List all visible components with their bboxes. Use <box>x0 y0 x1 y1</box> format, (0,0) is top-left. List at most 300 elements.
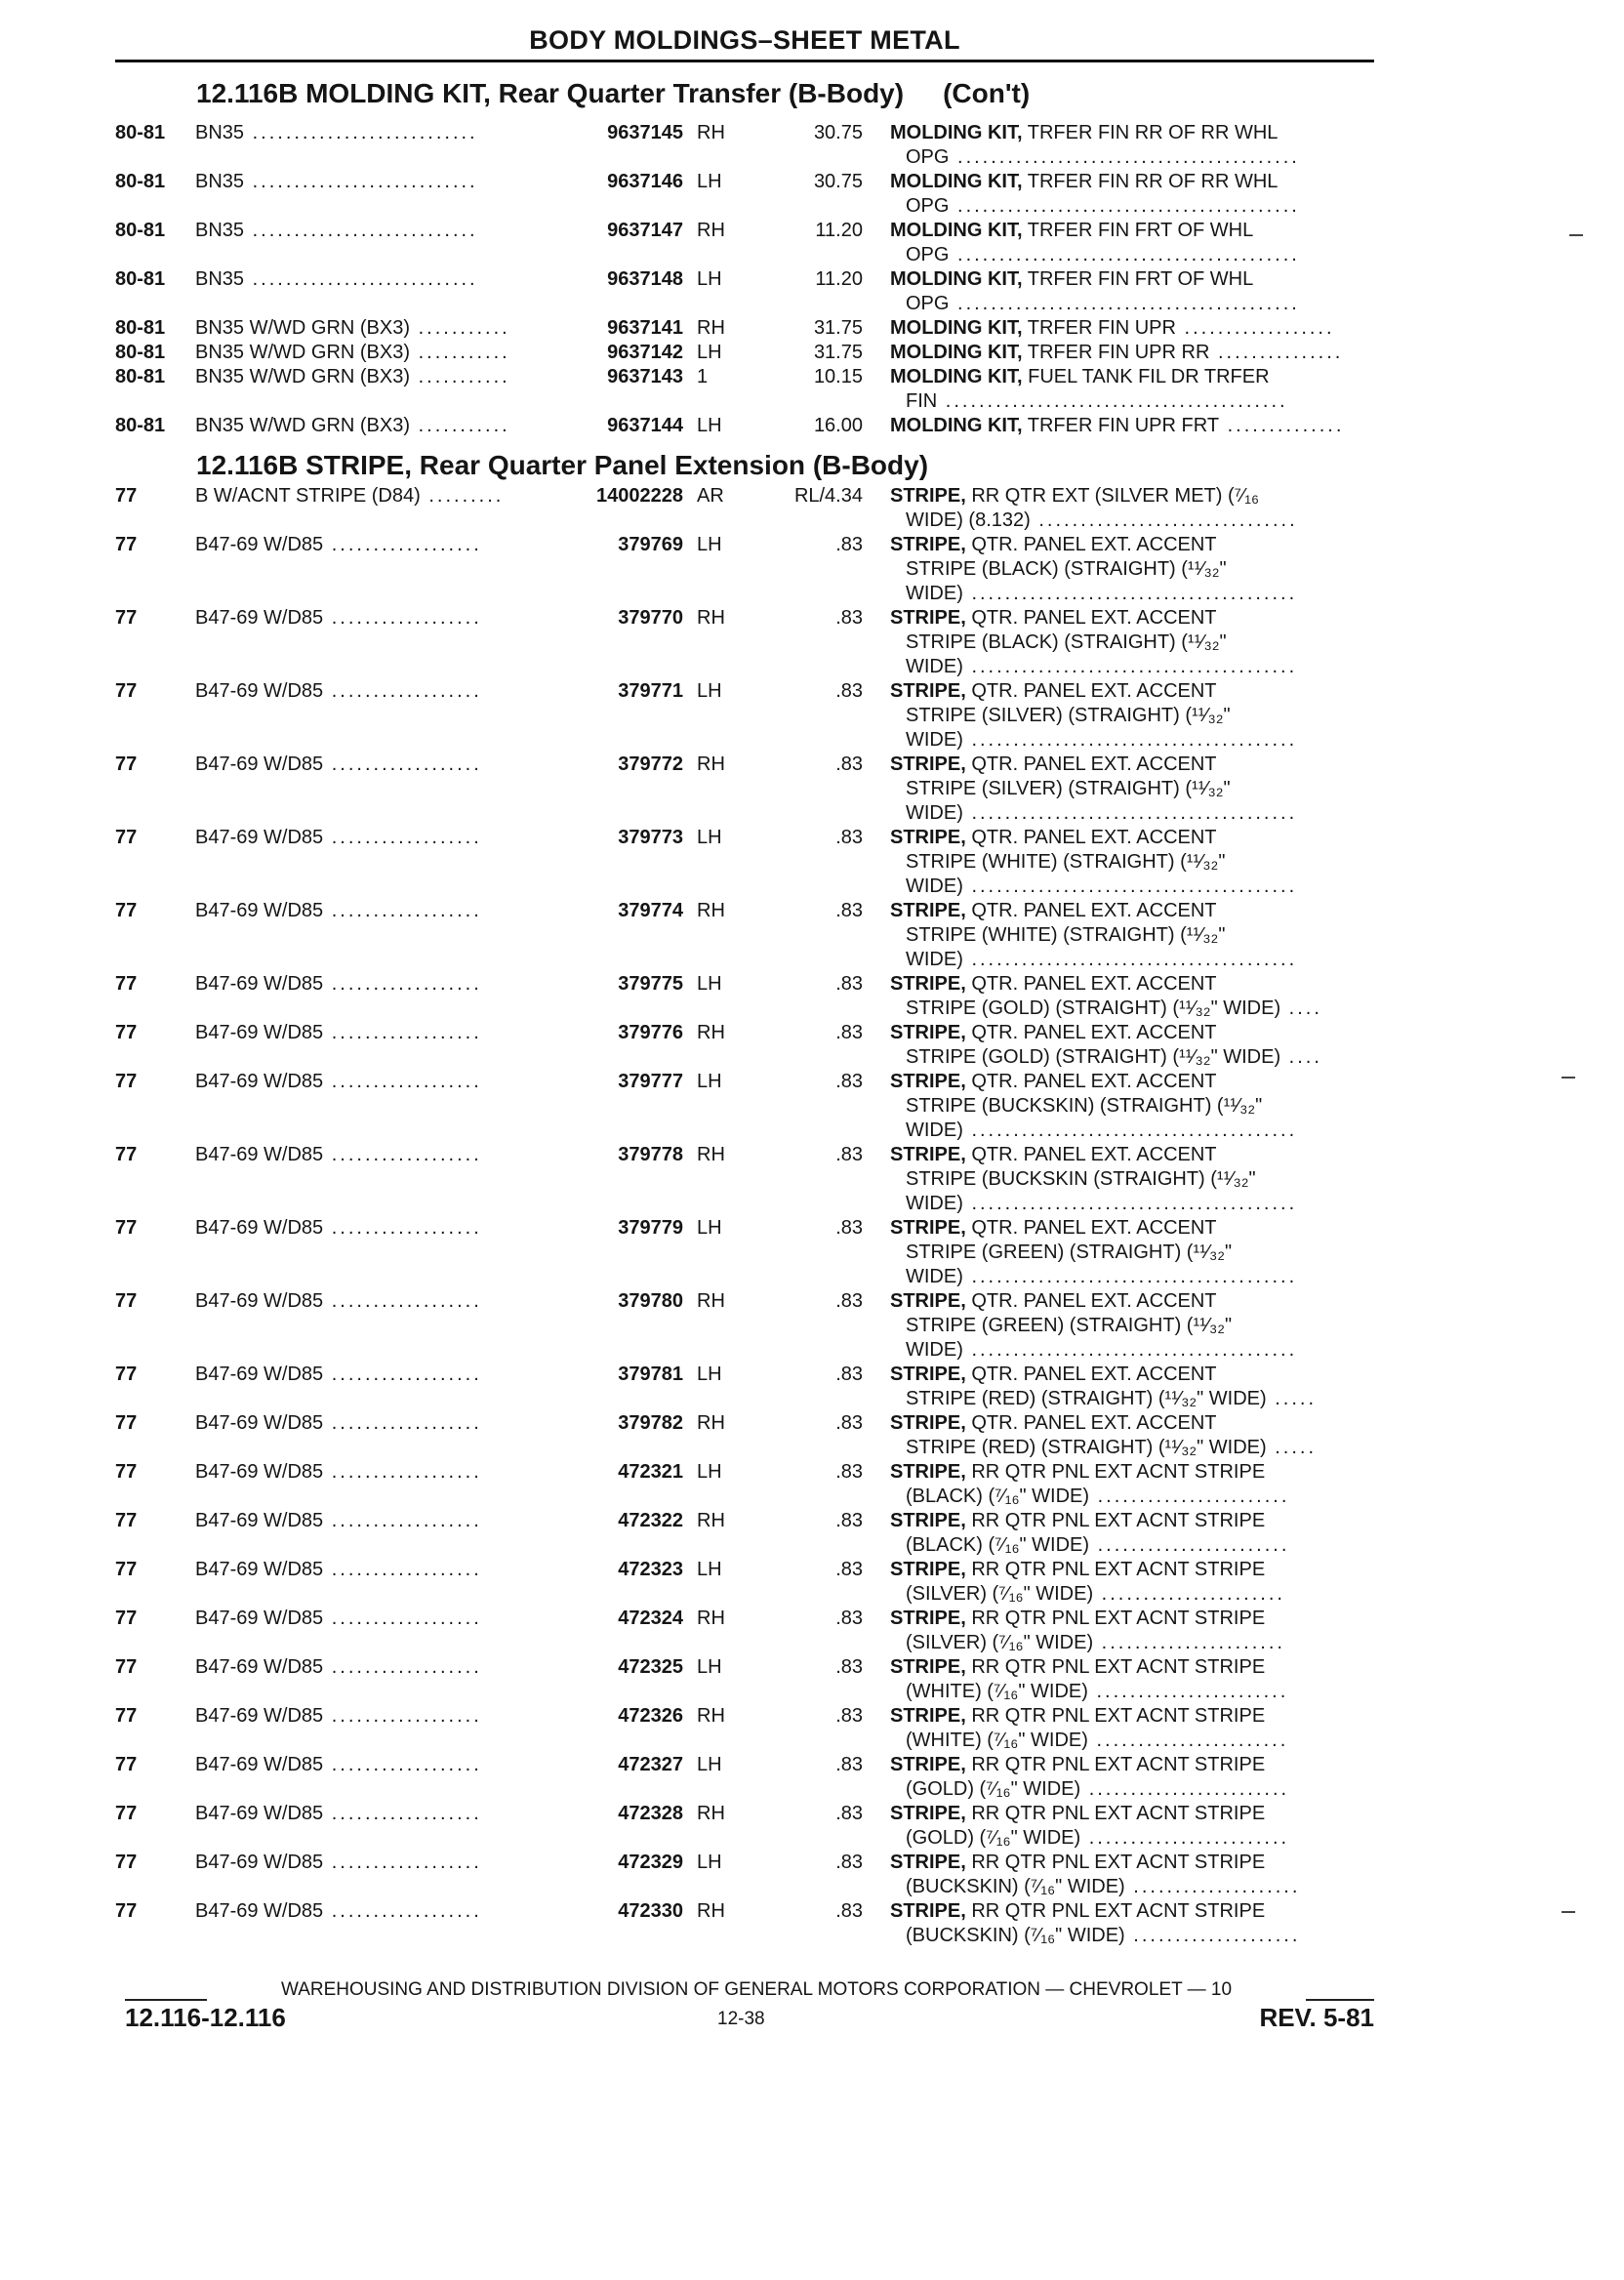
model-cell <box>195 170 547 194</box>
leader-dots: ........................ <box>1080 1778 1290 1800</box>
description-text: WIDE) <box>906 1266 963 1287</box>
price-cell: .83 <box>835 607 863 629</box>
description-keyword: STRIPE, <box>890 1071 966 1092</box>
header-rule <box>115 60 1374 62</box>
model-text: B47-69 W/D85 <box>195 1510 324 1531</box>
side-cell: RH <box>697 122 725 143</box>
leader-dots: .................. <box>323 1705 482 1727</box>
description-text: STRIPE (GREEN) (STRAIGHT) (¹¹⁄₃₂" <box>906 1315 1233 1336</box>
description-keyword: STRIPE, <box>890 1656 966 1678</box>
side-cell: LH <box>697 1656 722 1678</box>
page-header: BODY MOLDINGS–SHEET METAL <box>529 25 960 55</box>
model-text: BN35 W/WD GRN (BX3) <box>195 415 411 436</box>
description-keyword: MOLDING KIT, <box>890 317 1023 339</box>
part-number-cell: 472322 <box>618 1510 683 1531</box>
leader-dots: ......................................... <box>937 390 1288 412</box>
description-text: FUEL TANK FIL DR TRFER <box>1022 366 1270 387</box>
model-cell <box>195 1363 547 1387</box>
year-cell: 77 <box>115 1071 138 1092</box>
description-keyword: STRIPE, <box>890 1754 966 1775</box>
price-cell: 10.15 <box>813 366 863 387</box>
description-line <box>890 1167 1376 1192</box>
description-keyword: MOLDING KIT, <box>890 220 1023 241</box>
price-cell: .83 <box>835 827 863 848</box>
year-cell: 77 <box>115 753 138 775</box>
model-cell <box>195 899 547 923</box>
year-cell: 77 <box>115 1022 138 1043</box>
description-keyword: STRIPE, <box>890 753 966 775</box>
leader-dots: .................. <box>323 1071 482 1092</box>
margin-mark <box>1562 1911 1575 1913</box>
description-line <box>890 1729 1376 1753</box>
description-line <box>890 121 1376 145</box>
description-line <box>890 267 1376 292</box>
side-cell: AR <box>697 485 724 507</box>
model-text: B47-69 W/D85 <box>195 607 324 629</box>
part-number-cell: 379769 <box>618 534 683 555</box>
price-cell: 16.00 <box>813 415 863 436</box>
description-line <box>890 1753 1376 1777</box>
description-cell <box>890 606 1376 679</box>
price-cell: .83 <box>835 1144 863 1165</box>
model-text: B47-69 W/D85 <box>195 1803 324 1824</box>
description-line <box>890 533 1376 557</box>
description-text: QTR. PANEL EXT. ACCENT <box>965 607 1217 629</box>
part-number-cell: 472325 <box>618 1656 683 1678</box>
description-line <box>890 899 1376 923</box>
leader-dots: .................. <box>323 1510 482 1531</box>
description-line <box>890 948 1376 972</box>
price-cell: .83 <box>835 1803 863 1824</box>
leader-dots: ....................................... <box>962 656 1298 677</box>
description-line <box>890 1851 1376 1875</box>
price-cell: 30.75 <box>813 171 863 192</box>
leader-dots: ....................................... <box>962 802 1298 824</box>
side-cell: LH <box>697 1559 722 1580</box>
description-text: RR QTR PNL EXT ACNT STRIPE <box>965 1754 1266 1775</box>
part-number-cell: 9637142 <box>607 342 683 363</box>
description-cell <box>890 1704 1376 1753</box>
part-number-cell: 9637144 <box>607 415 683 436</box>
leader-dots: .................. <box>323 607 482 629</box>
description-line <box>890 484 1376 509</box>
description-keyword: STRIPE, <box>890 827 966 848</box>
description-cell <box>890 1363 1376 1411</box>
side-cell: LH <box>697 171 722 192</box>
leader-dots: .... <box>1280 998 1322 1019</box>
part-number-cell: 14002228 <box>596 485 683 507</box>
leader-dots: ..... <box>1266 1388 1317 1409</box>
part-number-cell: 379781 <box>618 1364 683 1385</box>
leader-dots: .................. <box>323 680 482 702</box>
model-cell <box>195 533 547 557</box>
description-text: QTR. PANEL EXT. ACCENT <box>965 900 1217 921</box>
description-text: OPG <box>906 195 950 217</box>
description-text: QTR. PANEL EXT. ACCENT <box>965 534 1217 555</box>
price-cell: .83 <box>835 753 863 775</box>
model-text: B47-69 W/D85 <box>195 827 324 848</box>
model-text: B47-69 W/D85 <box>195 1461 324 1483</box>
description-line <box>890 704 1376 728</box>
description-line <box>890 170 1376 194</box>
description-text: STRIPE (BUCKSKIN) (STRAIGHT) (¹¹⁄₃₂" <box>906 1095 1263 1117</box>
side-cell: RH <box>697 900 725 921</box>
part-number-cell: 379779 <box>618 1217 683 1239</box>
description-line <box>890 1558 1376 1582</box>
model-cell <box>195 1851 547 1875</box>
model-text: BN35 <box>195 268 245 290</box>
leader-dots: .................. <box>323 1656 482 1678</box>
description-cell <box>890 753 1376 826</box>
description-text: QTR. PANEL EXT. ACCENT <box>965 973 1217 995</box>
description-text: TRFER FIN FRT OF WHL <box>1022 220 1254 241</box>
price-cell: 31.75 <box>813 317 863 339</box>
leader-dots: .................. <box>323 1900 482 1922</box>
description-line <box>890 194 1376 219</box>
leader-dots: ......... <box>420 485 505 507</box>
year-cell: 77 <box>115 827 138 848</box>
description-line <box>890 1094 1376 1119</box>
model-cell <box>195 826 547 850</box>
leader-dots: ..... <box>1266 1437 1317 1458</box>
description-keyword: STRIPE, <box>890 680 966 702</box>
part-number-cell: 472329 <box>618 1852 683 1873</box>
description-text: TRFER FIN UPR FRT <box>1022 415 1220 436</box>
year-cell: 77 <box>115 534 138 555</box>
price-cell: .83 <box>835 1022 863 1043</box>
description-keyword: STRIPE, <box>890 485 966 507</box>
footer-division: WAREHOUSING AND DISTRIBUTION DIVISION OF GENERAL MOTORS CORPORATION — CHEVROLET — 10 <box>280 1979 1233 2000</box>
description-keyword: STRIPE, <box>890 973 966 995</box>
leader-dots: .................. <box>323 753 482 775</box>
description-keyword: STRIPE, <box>890 1022 966 1043</box>
description-line <box>890 1680 1376 1704</box>
year-cell: 80-81 <box>115 317 166 339</box>
description-keyword: STRIPE, <box>890 1217 966 1239</box>
description-text: STRIPE (WHITE) (STRAIGHT) (¹¹⁄₃₂" <box>906 851 1226 873</box>
description-text: (BLACK) (⁷⁄₁₆" WIDE) <box>906 1486 1090 1507</box>
description-cell <box>890 1289 1376 1363</box>
description-line <box>890 1216 1376 1241</box>
leader-dots: ....................................... <box>962 1193 1298 1214</box>
year-cell: 77 <box>115 680 138 702</box>
description-text: WIDE) <box>906 1193 963 1214</box>
model-text: B47-69 W/D85 <box>195 753 324 775</box>
price-cell: .83 <box>835 1608 863 1629</box>
description-cell <box>890 826 1376 899</box>
year-cell: 77 <box>115 1144 138 1165</box>
year-cell: 80-81 <box>115 220 166 241</box>
model-text: B47-69 W/D85 <box>195 1071 324 1092</box>
description-keyword: STRIPE, <box>890 1705 966 1727</box>
description-line <box>890 1265 1376 1289</box>
description-text: WIDE) <box>906 802 963 824</box>
description-text: STRIPE (BLACK) (STRAIGHT) (¹¹⁄₃₂" <box>906 631 1227 653</box>
price-cell: .83 <box>835 1510 863 1531</box>
description-cell <box>890 899 1376 972</box>
leader-dots: .................. <box>1175 317 1335 339</box>
model-text: B47-69 W/D85 <box>195 534 324 555</box>
description-keyword: STRIPE, <box>890 1900 966 1922</box>
model-cell <box>195 121 547 145</box>
part-number-cell: 379776 <box>618 1022 683 1043</box>
side-cell: LH <box>697 342 722 363</box>
description-line <box>890 316 1376 341</box>
description-cell <box>890 1509 1376 1558</box>
description-text: RR QTR PNL EXT ACNT STRIPE <box>965 1559 1266 1580</box>
description-cell <box>890 170 1376 219</box>
margin-mark <box>1562 1077 1575 1079</box>
description-text: FIN <box>906 390 938 412</box>
description-text: QTR. PANEL EXT. ACCENT <box>965 827 1217 848</box>
model-cell <box>195 1070 547 1094</box>
leader-dots: ....................................... <box>962 875 1298 897</box>
model-cell <box>195 753 547 777</box>
description-cell <box>890 1070 1376 1143</box>
side-cell: RH <box>697 1022 725 1043</box>
description-line <box>890 1777 1376 1802</box>
model-text: BN35 W/WD GRN (BX3) <box>195 342 411 363</box>
price-cell: .83 <box>835 1852 863 1873</box>
part-number-cell: 9637141 <box>607 317 683 339</box>
description-line <box>890 509 1376 533</box>
model-cell <box>195 1509 547 1533</box>
model-cell <box>195 267 547 292</box>
year-cell: 80-81 <box>115 415 166 436</box>
description-keyword: MOLDING KIT, <box>890 415 1023 436</box>
model-cell <box>195 1558 547 1582</box>
description-cell <box>890 1143 1376 1216</box>
section-title-text: 12.116B STRIPE, Rear Quarter Panel Extension (B-Body) <box>196 450 929 480</box>
description-text: QTR. PANEL EXT. ACCENT <box>965 1217 1217 1239</box>
leader-dots: .................. <box>323 973 482 995</box>
part-number-cell: 472324 <box>618 1608 683 1629</box>
description-keyword: STRIPE, <box>890 1608 966 1629</box>
leader-dots: ........... <box>410 342 510 363</box>
side-cell: 1 <box>697 366 709 387</box>
price-cell: .83 <box>835 1705 863 1727</box>
description-line <box>890 292 1376 316</box>
description-line <box>890 1631 1376 1655</box>
model-text: B47-69 W/D85 <box>195 1217 324 1239</box>
price-cell: .83 <box>835 1071 863 1092</box>
leader-dots: .............. <box>1219 415 1345 436</box>
leader-dots: .................. <box>323 1217 482 1239</box>
description-line <box>890 655 1376 679</box>
part-number-cell: 472323 <box>618 1559 683 1580</box>
description-text: RR QTR PNL EXT ACNT STRIPE <box>965 1900 1266 1922</box>
leader-dots: ............................... <box>1030 509 1298 531</box>
price-cell: .83 <box>835 1412 863 1434</box>
model-cell <box>195 1899 547 1924</box>
description-cell <box>890 219 1376 267</box>
description-text: QTR. PANEL EXT. ACCENT <box>965 1144 1217 1165</box>
description-text: STRIPE (GOLD) (STRAIGHT) (¹¹⁄₃₂" WIDE) <box>906 1046 1281 1068</box>
description-keyword: STRIPE, <box>890 1461 966 1483</box>
year-cell: 77 <box>115 1900 138 1922</box>
description-line <box>890 557 1376 582</box>
year-cell: 77 <box>115 900 138 921</box>
price-cell: .83 <box>835 1217 863 1239</box>
side-cell: LH <box>697 1754 722 1775</box>
margin-mark <box>1569 234 1583 236</box>
model-cell <box>195 1802 547 1826</box>
year-cell: 77 <box>115 1852 138 1873</box>
price-cell: 11.20 <box>815 220 863 241</box>
description-text: TRFER FIN UPR <box>1022 317 1176 339</box>
footer-section-range: 12.116-12.116 <box>125 2003 286 2032</box>
description-line <box>890 1021 1376 1045</box>
part-number-cell: 379773 <box>618 827 683 848</box>
description-cell <box>890 1411 1376 1460</box>
description-text: RR QTR PNL EXT ACNT STRIPE <box>965 1803 1266 1824</box>
description-text: STRIPE (WHITE) (STRAIGHT) (¹¹⁄₃₂" <box>906 924 1226 946</box>
description-line <box>890 923 1376 948</box>
side-cell: LH <box>697 415 722 436</box>
leader-dots: .................... <box>1124 1876 1301 1897</box>
description-cell <box>890 972 1376 1021</box>
side-cell: RH <box>697 317 725 339</box>
section-title-molding-kit <box>196 78 1030 109</box>
description-line <box>890 1363 1376 1387</box>
description-text: QTR. PANEL EXT. ACCENT <box>965 1022 1217 1043</box>
side-cell: LH <box>697 1364 722 1385</box>
description-line <box>890 1655 1376 1680</box>
price-cell: .83 <box>835 1754 863 1775</box>
description-text: OPG <box>906 293 950 314</box>
model-cell <box>195 365 547 389</box>
year-cell: 80-81 <box>115 366 166 387</box>
description-text: RR QTR PNL EXT ACNT STRIPE <box>965 1510 1266 1531</box>
price-cell: .83 <box>835 1290 863 1312</box>
description-line <box>890 1411 1376 1436</box>
description-line <box>890 1704 1376 1729</box>
leader-dots: ........... <box>410 415 510 436</box>
leader-dots: .................. <box>323 900 482 921</box>
side-cell: LH <box>697 827 722 848</box>
description-keyword: STRIPE, <box>890 607 966 629</box>
model-cell <box>195 679 547 704</box>
part-number-cell: 379774 <box>618 900 683 921</box>
description-line <box>890 1826 1376 1851</box>
description-line <box>890 1460 1376 1485</box>
leader-dots: .................. <box>323 1559 482 1580</box>
side-cell: LH <box>697 1852 722 1873</box>
leader-dots: .................. <box>323 1852 482 1873</box>
leader-dots: .... <box>1280 1046 1322 1068</box>
part-number-cell: 472330 <box>618 1900 683 1922</box>
description-line <box>890 414 1376 438</box>
leader-dots: ....................... <box>1089 1486 1290 1507</box>
side-cell: LH <box>697 534 722 555</box>
year-cell: 77 <box>115 607 138 629</box>
model-cell <box>195 1411 547 1436</box>
side-cell: LH <box>697 268 722 290</box>
side-cell: RH <box>697 1144 725 1165</box>
leader-dots: ...................... <box>1093 1632 1285 1653</box>
leader-dots: .................. <box>323 1364 482 1385</box>
leader-dots: .................. <box>323 1412 482 1434</box>
price-cell: .83 <box>835 1461 863 1483</box>
part-number-cell: 379772 <box>618 753 683 775</box>
description-keyword: STRIPE, <box>890 1364 966 1385</box>
description-line <box>890 145 1376 170</box>
year-cell: 77 <box>115 1705 138 1727</box>
part-number-cell: 472326 <box>618 1705 683 1727</box>
model-text: B W/ACNT STRIPE (D84) <box>195 485 421 507</box>
description-line <box>890 1338 1376 1363</box>
description-line <box>890 1192 1376 1216</box>
model-text: B47-69 W/D85 <box>195 1754 324 1775</box>
model-cell <box>195 1216 547 1241</box>
year-cell: 80-81 <box>115 342 166 363</box>
description-text: RR QTR PNL EXT ACNT STRIPE <box>965 1461 1266 1483</box>
description-line <box>890 1241 1376 1265</box>
price-cell: .83 <box>835 1900 863 1922</box>
description-line <box>890 365 1376 389</box>
description-text: WIDE) <box>906 656 963 677</box>
price-cell: 31.75 <box>813 342 863 363</box>
year-cell: 77 <box>115 1803 138 1824</box>
description-line <box>890 1607 1376 1631</box>
model-cell <box>195 1021 547 1045</box>
description-keyword: MOLDING KIT, <box>890 122 1023 143</box>
part-number-cell: 379775 <box>618 973 683 995</box>
price-cell: 11.20 <box>815 268 863 290</box>
leader-dots: ...................... <box>1093 1583 1285 1605</box>
side-cell: LH <box>697 1461 722 1483</box>
description-cell <box>890 1216 1376 1289</box>
price-cell: .83 <box>835 1559 863 1580</box>
year-cell: 77 <box>115 1290 138 1312</box>
side-cell: RH <box>697 1412 725 1434</box>
price-cell: .83 <box>835 973 863 995</box>
description-line <box>890 631 1376 655</box>
year-cell: 77 <box>115 1608 138 1629</box>
description-line <box>890 679 1376 704</box>
description-text: (BUCKSKIN) (⁷⁄₁₆" WIDE) <box>906 1925 1125 1946</box>
description-text: WIDE) <box>906 875 963 897</box>
leader-dots: ........................... <box>244 171 478 192</box>
description-text: QTR. PANEL EXT. ACCENT <box>965 753 1217 775</box>
model-text: B47-69 W/D85 <box>195 1290 324 1312</box>
leader-dots: .................. <box>323 1022 482 1043</box>
leader-dots: ........................... <box>244 122 478 143</box>
description-keyword: STRIPE, <box>890 1510 966 1531</box>
model-cell <box>195 341 547 365</box>
model-cell <box>195 1460 547 1485</box>
side-cell: RH <box>697 220 725 241</box>
model-text: B47-69 W/D85 <box>195 1559 324 1580</box>
price-cell: RL/4.34 <box>793 485 863 507</box>
leader-dots: .................. <box>323 534 482 555</box>
description-text: OPG <box>906 244 950 265</box>
part-number-cell: 379770 <box>618 607 683 629</box>
description-cell <box>890 316 1376 341</box>
model-text: B47-69 W/D85 <box>195 680 324 702</box>
description-keyword: STRIPE, <box>890 1803 966 1824</box>
leader-dots: ....................................... <box>962 729 1298 751</box>
description-text: (BUCKSKIN) (⁷⁄₁₆" WIDE) <box>906 1876 1125 1897</box>
description-text: WIDE) (8.132) <box>906 509 1031 531</box>
leader-dots: ........... <box>410 366 510 387</box>
leader-dots: .................. <box>323 1803 482 1824</box>
description-text: RR QTR PNL EXT ACNT STRIPE <box>965 1608 1266 1629</box>
year-cell: 77 <box>115 1754 138 1775</box>
leader-dots: ........... <box>410 317 510 339</box>
description-text: QTR. PANEL EXT. ACCENT <box>965 1364 1217 1385</box>
leader-dots: ....................................... <box>962 1266 1298 1287</box>
